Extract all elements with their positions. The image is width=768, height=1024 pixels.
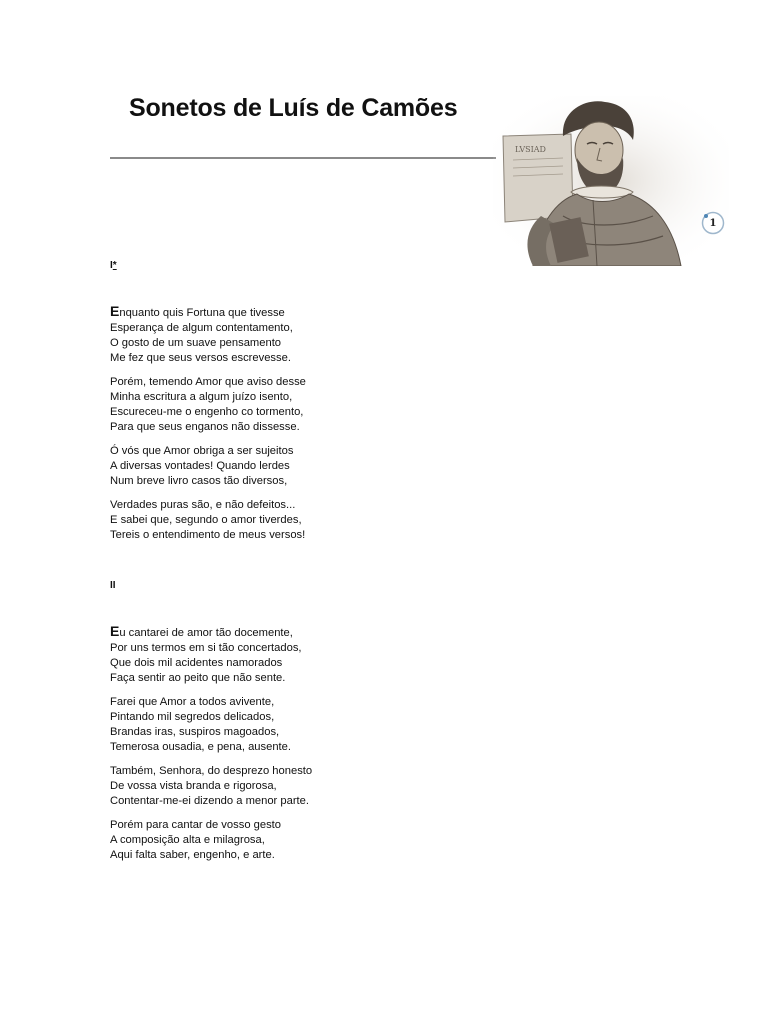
verse-line: Minha escritura a algum juízo isento,	[110, 391, 293, 403]
stanza	[110, 375, 306, 435]
verse-line: Verdades puras são, e não defeitos...	[110, 499, 296, 511]
verse-line: Aqui falta saber, engenho, e arte.	[110, 849, 275, 861]
stanza	[110, 764, 312, 809]
verse-line: Tereis o entendimento de meus versos!	[110, 529, 306, 541]
verse-line: Me fez que seus versos escrevesse.	[110, 352, 291, 364]
drop-cap: E	[110, 303, 120, 319]
verse-line: Contentar-me-ei dizendo a menor parte.	[110, 795, 309, 807]
sonnet-numeral-1: I*	[110, 260, 117, 271]
sonnet-1	[110, 304, 306, 552]
page-title: Sonetos de Luís de Camões	[129, 94, 458, 122]
verse-line: Por uns termos em si tão concertados,	[110, 642, 302, 654]
verse-line: O gosto de um suave pensamento	[110, 337, 282, 349]
verse-line: Pintando mil segredos delicados,	[110, 711, 275, 723]
verse-line: Escureceu-me o engenho co tormento,	[110, 406, 304, 418]
verse-line: Brandas iras, suspiros magoados,	[110, 726, 280, 738]
camoes-portrait-image	[493, 96, 729, 266]
verse-line: Farei que Amor a todos avivente,	[110, 696, 275, 708]
page-number-badge	[701, 211, 725, 235]
stanza	[110, 444, 306, 489]
sonnet-numeral-2: II	[110, 580, 116, 591]
verse-line: Faça sentir ao peito que não sente.	[110, 672, 286, 684]
verse-line: A diversas vontades! Quando lerdes	[110, 460, 290, 472]
title-underline-divider	[110, 157, 496, 159]
verse-line: Porém para cantar de vosso gesto	[110, 819, 282, 831]
page-number: 1	[709, 217, 717, 229]
verse-line: De vossa vista branda e rigorosa,	[110, 780, 277, 792]
verse-line: Porém, temendo Amor que aviso desse	[110, 376, 306, 388]
sonnet-2	[110, 624, 312, 872]
portrait-inscription: LVSIAD	[515, 145, 546, 154]
verse-line: Eu cantarei de amor tão docemente,	[110, 623, 293, 639]
verse-line: Também, Senhora, do desprezo honesto	[110, 765, 313, 777]
stanza	[110, 624, 312, 686]
verse-line: Ó vós que Amor obriga a ser sujeitos	[110, 445, 294, 457]
stanza	[110, 304, 306, 366]
verse-line: Temerosa ousadia, e pena, ausente.	[110, 741, 291, 753]
verse-line: Enquanto quis Fortuna que tivesse	[110, 303, 285, 319]
stanza	[110, 695, 312, 755]
verse-line: Para que seus enganos não dissesse.	[110, 421, 300, 433]
stanza	[110, 498, 306, 543]
verse-line: Num breve livro casos tão diversos,	[110, 475, 288, 487]
drop-cap: E	[110, 623, 120, 639]
footnote-asterisk: *	[112, 260, 117, 271]
verse-line: Esperança de algum contentamento,	[110, 322, 293, 334]
verse-line: E sabei que, segundo o amor tiverdes,	[110, 514, 302, 526]
verse-line: Que dois mil acidentes namorados	[110, 657, 283, 669]
verse-line: A composição alta e milagrosa,	[110, 834, 265, 846]
stanza	[110, 818, 312, 863]
